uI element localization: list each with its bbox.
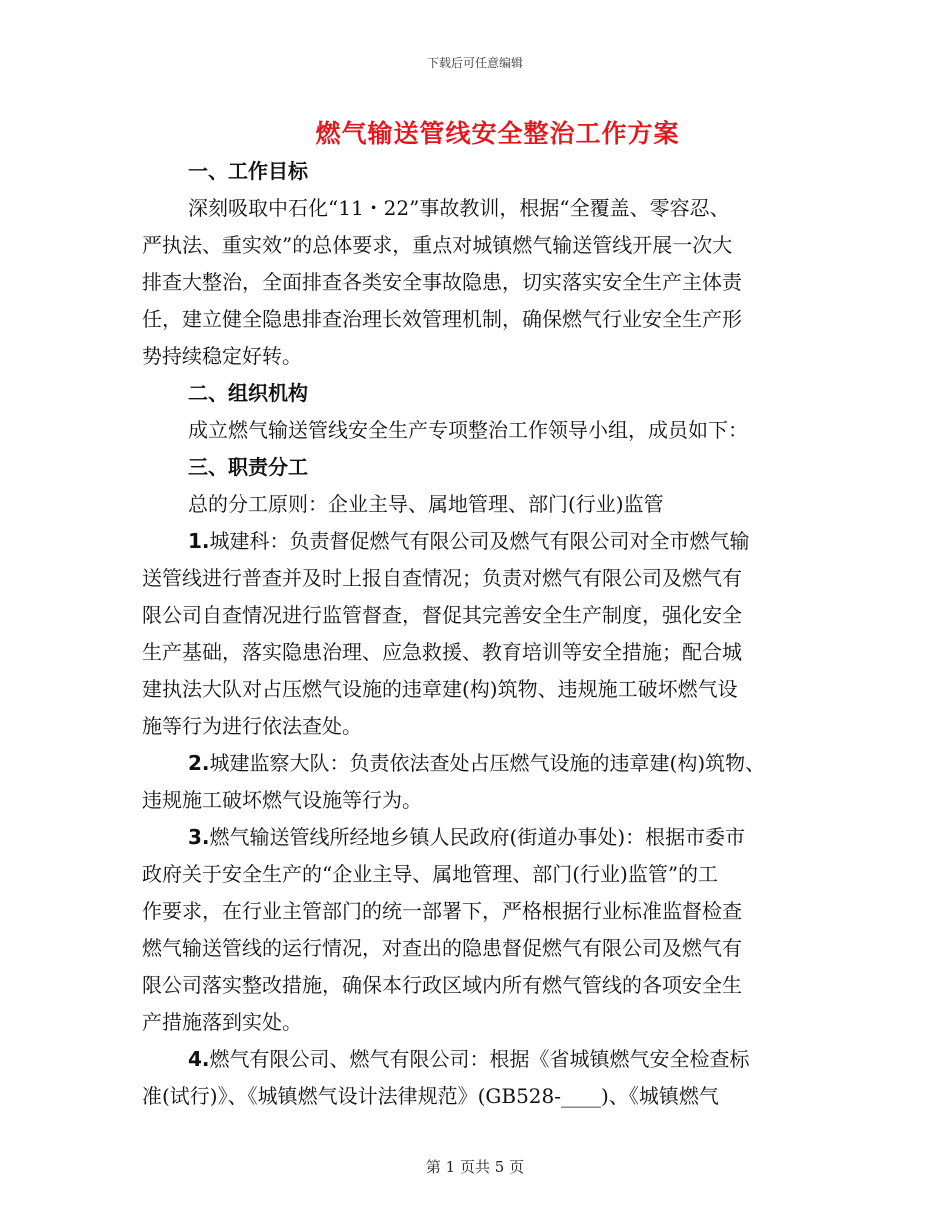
- paragraph-line: 深刻吸取中石化“11・22”事故教训，根据“全覆盖、零容忍、: [188, 196, 730, 220]
- list-item-text: 城建科：负责督促燃气有限公司及燃气有限公司对全市燃气输: [209, 529, 750, 553]
- list-item-text: 燃气有限公司、燃气有限公司：根据《省城镇燃气安全检查标: [209, 1047, 750, 1071]
- list-item-1: [188, 529, 868, 553]
- document-title: 燃气输送管线安全整治工作方案: [315, 119, 680, 148]
- paragraph-line: 燃气输送管线的运行情况，对查出的隐患督促燃气有限公司及燃气有: [142, 936, 742, 960]
- paragraph-line: 生产基础，落实隐患治理、应急救援、教育培训等安全措施；配合城: [142, 640, 742, 664]
- paragraph-line: 违规施工破坏燃气设施等行为。: [142, 788, 422, 812]
- paragraph-line: 建执法大队对占压燃气设施的违章建(构)筑物、违规施工破坏燃气设: [142, 677, 738, 701]
- paragraph-line: 成立燃气输送管线安全生产专项整治工作领导小组，成员如下：: [188, 418, 748, 442]
- section-heading-duties: 三、职责分工: [188, 455, 308, 479]
- page-footer: 第 1 页共 5 页: [425, 1158, 525, 1176]
- paragraph-line: 作要求，在行业主管部门的统一部署下，严格根据行业标准监督检查: [142, 899, 742, 923]
- paragraph-line: 严执法、重实效”的总体要求，重点对城镇燃气输送管线开展一次大: [142, 233, 733, 257]
- list-number: 3.: [188, 825, 210, 849]
- section-heading-goals: 一、工作目标: [188, 159, 308, 183]
- paragraph-line: 总的分工原则：企业主导、属地管理、部门(行业)监管: [188, 492, 664, 516]
- paragraph-line: 送管线进行普查并及时上报自查情况；负责对燃气有限公司及燃气有: [142, 566, 742, 590]
- paragraph-line: 政府关于安全生产的“企业主导、属地管理、部门(行业)监管”的工: [142, 862, 719, 886]
- page-header: 下载后可任意编辑: [426, 56, 523, 70]
- paragraph-line: 排查大整治，全面排查各类安全事故隐患，切实落实安全生产主体责: [142, 270, 742, 294]
- paragraph-line: 产措施落到实处。: [142, 1010, 302, 1034]
- list-item-4: [188, 1047, 868, 1071]
- paragraph-line: 限公司落实整改措施，确保本行政区域内所有燃气管线的各项安全生: [142, 973, 742, 997]
- list-item-text: 燃气输送管线所经地乡镇人民政府(街道办事处)：根据市委市: [209, 825, 746, 849]
- paragraph-line: 限公司自查情况进行监管督查，督促其完善安全生产制度，强化安全: [142, 603, 742, 627]
- paragraph-line: 施等行为进行依法查处。: [142, 714, 362, 738]
- paragraph-line: 势持续稳定好转。: [142, 344, 302, 368]
- list-number: 1.: [188, 529, 210, 553]
- list-item-3: [188, 825, 868, 849]
- list-number: 4.: [188, 1047, 210, 1071]
- list-item-2: [188, 751, 868, 775]
- list-number: 2.: [188, 751, 210, 775]
- paragraph-line: 准(试行)》、《城镇燃气设计法律规范》(GB528-____)、《城镇燃气: [142, 1084, 719, 1108]
- paragraph-line: 任，建立健全隐患排查治理长效管理机制，确保燃气行业安全生产形: [142, 307, 742, 331]
- section-heading-organization: 二、组织机构: [188, 381, 308, 405]
- list-item-text: 城建监察大队：负责依法查处占压燃气设施的违章建(构)筑物、: [209, 751, 766, 775]
